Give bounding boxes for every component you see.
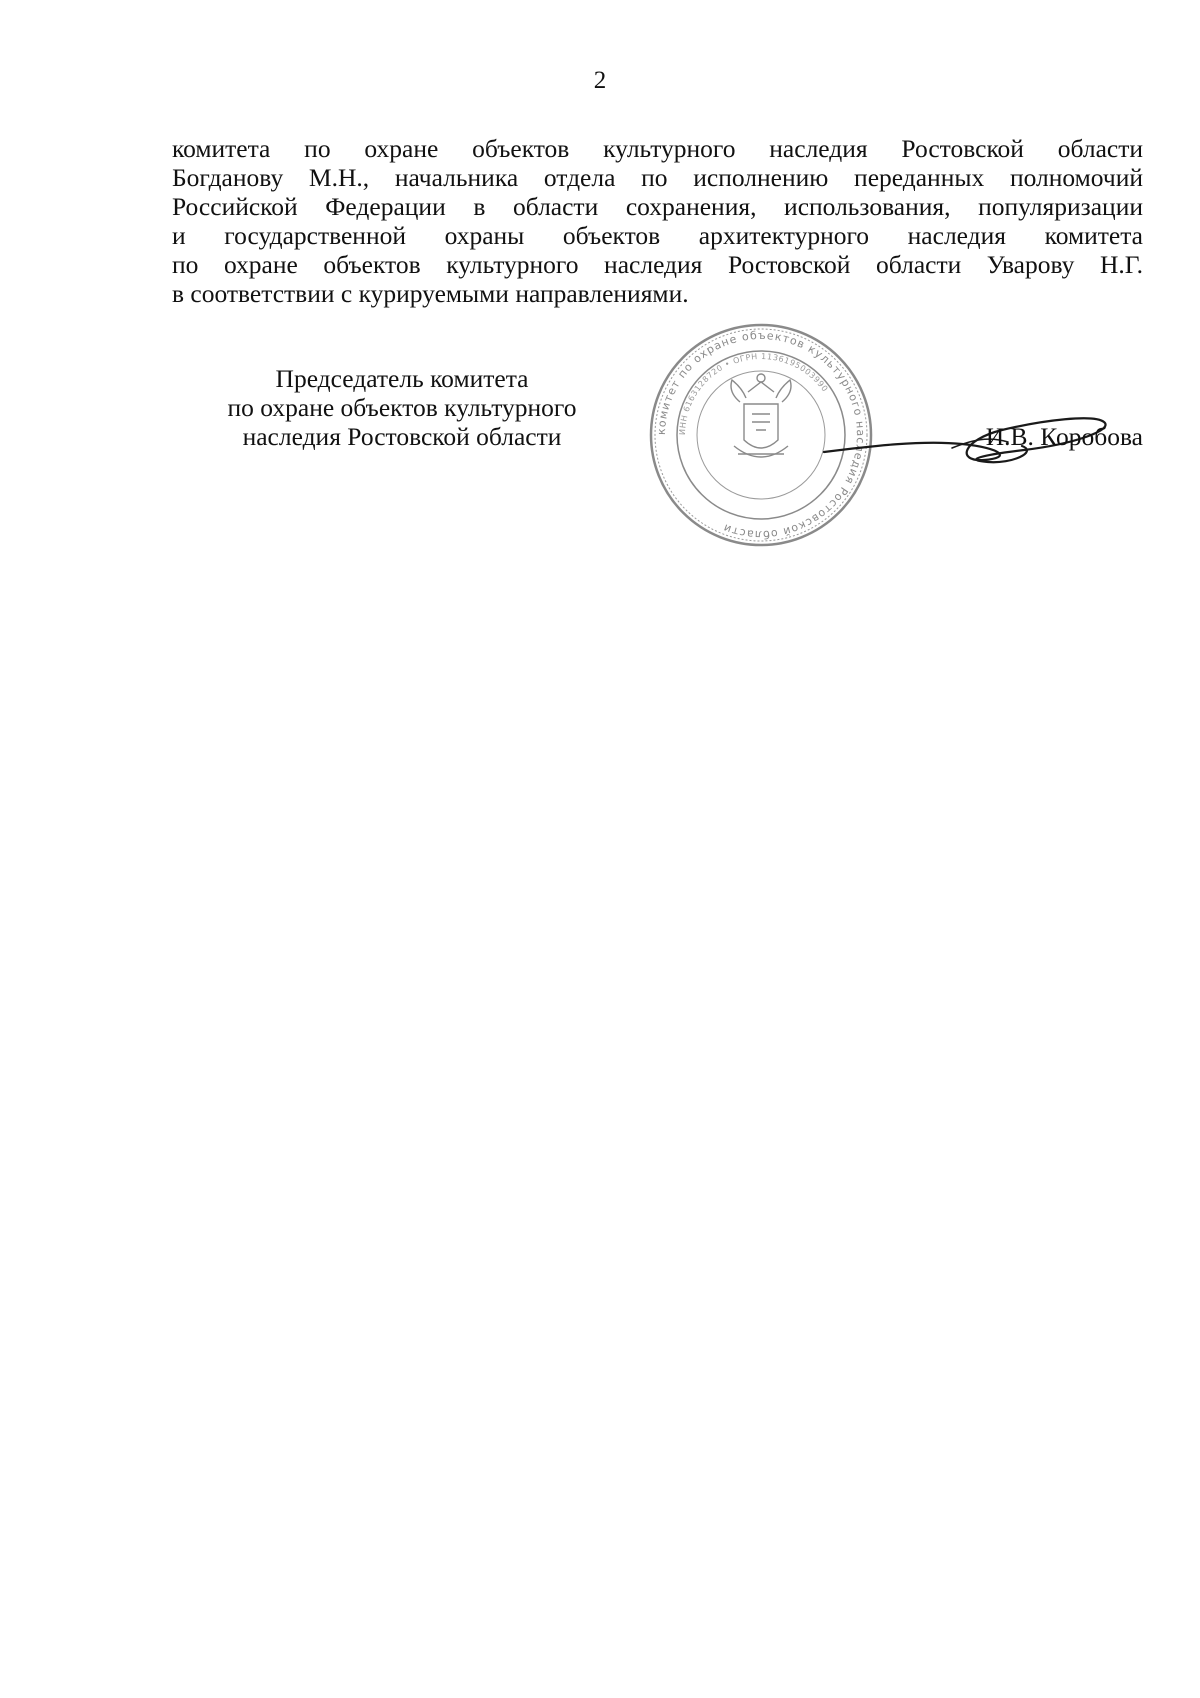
signer-title-line: Председатель комитета: [275, 364, 529, 393]
body-text: [172, 134, 1143, 308]
body-line: комитета по охране объектов культурного наследия Ростовской области: [172, 134, 1143, 163]
body-line: Богданову М.Н., начальника отдела по исполнению переданных полномочий: [172, 163, 1143, 192]
body-line: по охране объектов культурного наследия Ростовской области Уварову Н.Г.: [172, 250, 1143, 279]
seal-outer-text: комитет по охране объектов культурного наследия Ростовской области: [654, 328, 868, 542]
signature-block: [172, 328, 1143, 564]
body-line: Российской Федерации в области сохранения, использования, популяризации: [172, 192, 1143, 221]
page-number: 2: [593, 67, 607, 94]
signer-title-line: наследия Ростовской области: [242, 422, 562, 451]
signer-name: И.В. Коробова: [985, 422, 1143, 451]
signer-title: [172, 364, 632, 451]
coat-of-arms-icon: [731, 374, 791, 457]
seal-inner-ring: [697, 371, 825, 499]
body-line: и государственной охраны объектов архитектурного наследия комитета: [172, 221, 1143, 250]
seal-inner-text: ИНН 6163128720 • ОГРН 1136195003990: [677, 351, 830, 436]
body-line: в соответствии с курируемыми направлениями.: [172, 279, 689, 308]
signer-title-line: по охране объектов культурного: [227, 393, 577, 422]
